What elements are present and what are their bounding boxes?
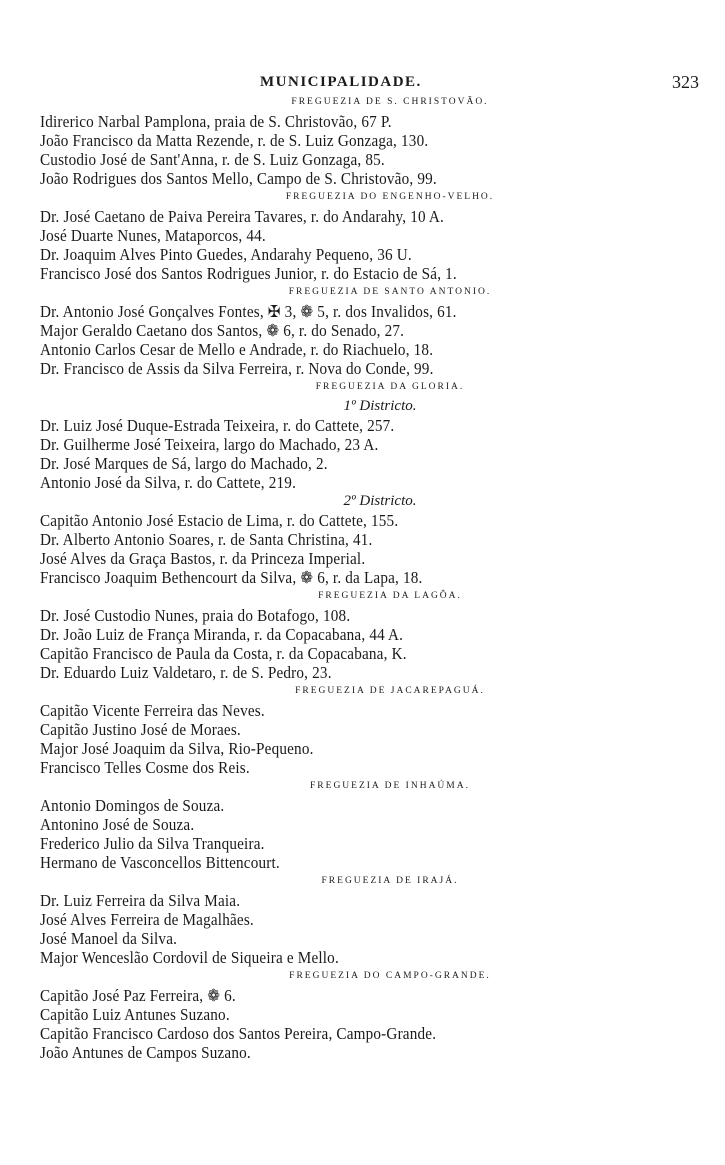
parish-section [40, 93, 680, 188]
list-entry: Major José Joaquim da Silva, Rio-Pequeno. [40, 739, 314, 758]
parish-section [40, 283, 680, 378]
district-heading: 1º Districto. [343, 398, 417, 414]
list-entry: Dr. José Caetano de Paiva Pereira Tavares, r. do Andarahy, 10 A. [40, 207, 445, 226]
parish-section [40, 188, 680, 283]
list-entry: João Francisco da Matta Rezende, r. de S. Luiz Gonzaga, 130. [40, 131, 429, 150]
list-entry: Dr. José Custodio Nunes, praia do Botafogo, 108. [40, 606, 351, 625]
parish-section [40, 967, 680, 1062]
list-entry: José Manoel da Silva. [40, 929, 178, 948]
page-title: MUNICIPALIDADE. [260, 74, 422, 90]
district-heading: 2º Districto. [343, 493, 417, 509]
list-entry: João Antunes de Campos Suzano. [40, 1043, 251, 1062]
section-heading: FREGUEZIA DA GLORIA. [315, 382, 465, 392]
parish-section [40, 682, 680, 777]
list-entry: Major Geraldo Caetano dos Santos, ❁ 6, r. do Senado, 27. [40, 321, 405, 340]
list-entry: Dr. João Luiz de França Miranda, r. da Copacabana, 44 A. [40, 625, 404, 644]
section-heading: FREGUEZIA DE INHAÚMA. [310, 781, 470, 791]
list-entry: Idirerico Narbal Pamplona, praia de S. Christovão, 67 P. [40, 112, 392, 131]
page-number: 323 [672, 72, 699, 92]
parish-section [40, 777, 680, 872]
parish-section [40, 378, 680, 587]
list-entry: Capitão Vicente Ferreira das Neves. [40, 701, 265, 720]
list-entry: Francisco Joaquim Bethencourt da Silva, ❁ 6, r. da Lapa, 18. [40, 568, 423, 587]
list-entry: Francisco José dos Santos Rodrigues Junior, r. do Estacio de Sá, 1. [40, 264, 457, 283]
section-heading: FREGUEZIA DO CAMPO-GRANDE. [289, 971, 491, 981]
list-entry: Antonio José da Silva, r. do Cattete, 219. [40, 473, 297, 492]
parish-section [40, 872, 680, 967]
list-entry: José Alves Ferreira de Magalhães. [40, 910, 254, 929]
section-heading: FREGUEZIA DE IRAJÁ. [321, 876, 459, 886]
list-entry: Hermano de Vasconcellos Bittencourt. [40, 853, 280, 872]
list-entry: Dr. Luiz José Duque-Estrada Teixeira, r. do Cattete, 257. [40, 416, 395, 435]
list-entry: Francisco Telles Cosme dos Reis. [40, 758, 250, 777]
list-entry: Capitão Antonio José Estacio de Lima, r. do Cattete, 155. [40, 511, 399, 530]
list-entry: José Duarte Nunes, Mataporcos, 44. [40, 226, 266, 245]
section-heading: FREGUEZIA DE SANTO ANTONIO. [288, 287, 492, 297]
list-entry: Dr. Joaquim Alves Pinto Guedes, Andarahy Pequeno, 36 U. [40, 245, 412, 264]
section-heading: FREGUEZIA DE JACAREPAGUÁ. [295, 686, 485, 696]
list-entry: João Rodrigues dos Santos Mello, Campo de S. Christovão, 99. [40, 169, 437, 188]
list-entry: Antonio Carlos Cesar de Mello e Andrade, r. do Riachuelo, 18. [40, 340, 434, 359]
list-entry: José Alves da Graça Bastos, r. da Princeza Imperial. [40, 549, 366, 568]
section-heading: FREGUEZIA DA LAGÔA. [318, 591, 462, 601]
list-entry: Dr. José Marques de Sá, largo do Machado, 2. [40, 454, 328, 473]
list-entry: Capitão José Paz Ferreira, ❁ 6. [40, 986, 236, 1005]
section-heading: FREGUEZIA DO ENGENHO-VELHO. [285, 192, 495, 202]
list-entry: Dr. Guilherme José Teixeira, largo do Machado, 23 A. [40, 435, 379, 454]
list-entry: Major Wenceslão Cordovil de Siqueira e Mello. [40, 948, 339, 967]
list-entry: Dr. Luiz Ferreira da Silva Maia. [40, 891, 241, 910]
list-entry: Dr. Antonio José Gonçalves Fontes, ✠ 3, ❁ 5, r. dos Invalidos, 61. [40, 302, 457, 321]
list-entry: Custodio José de Sant'Anna, r. de S. Luiz Gonzaga, 85. [40, 150, 385, 169]
parish-section [40, 587, 680, 682]
list-entry: Dr. Alberto Antonio Soares, r. de Santa Christina, 41. [40, 530, 373, 549]
list-entry: Capitão Luiz Antunes Suzano. [40, 1005, 230, 1024]
list-entry: Dr. Francisco de Assis da Silva Ferreira, r. Nova do Conde, 99. [40, 359, 434, 378]
list-entry: Dr. Eduardo Luiz Valdetaro, r. de S. Pedro, 23. [40, 663, 332, 682]
directory-listing [40, 93, 680, 1062]
list-entry: Antonino José de Souza. [40, 815, 195, 834]
list-entry: Capitão Francisco de Paula da Costa, r. da Copacabana, K. [40, 644, 407, 663]
list-entry: Frederico Julio da Silva Tranqueira. [40, 834, 265, 853]
list-entry: Capitão Francisco Cardoso dos Santos Pereira, Campo-Grande. [40, 1024, 437, 1043]
list-entry: Capitão Justino José de Moraes. [40, 720, 241, 739]
section-heading: FREGUEZIA DE S. CHRISTOVÃO. [291, 97, 489, 107]
list-entry: Antonio Domingos de Souza. [40, 796, 225, 815]
